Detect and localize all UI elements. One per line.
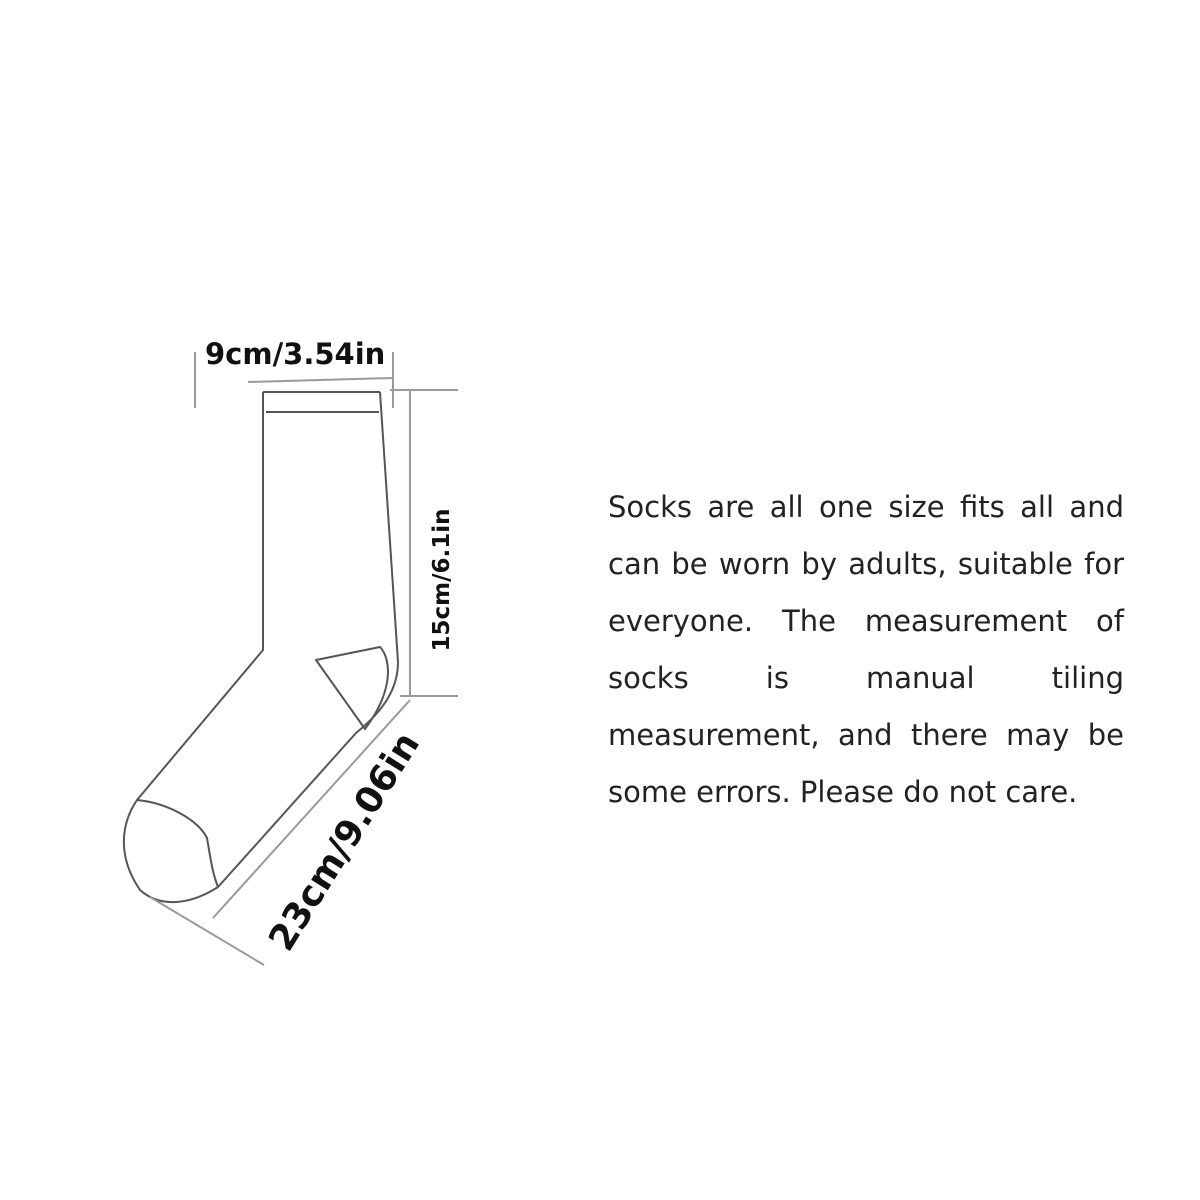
width-measurement-label: 9cm/3.54in (205, 337, 386, 371)
sock-cuff (263, 392, 380, 412)
size-description-text: Socks are all one size fits all and can be worn by adults, suitable for everyone. The measurement of socks is manual tiling measurement, and there may be some errors. Please do not care. (608, 490, 1124, 809)
width-line (248, 378, 393, 382)
sock-toe (137, 800, 218, 887)
height-measurement-label: 15cm/6.1in (429, 508, 455, 652)
length-extension (150, 897, 264, 965)
sock-heel (316, 647, 388, 729)
length-measurement-label: 23cm/9.06in (261, 725, 428, 959)
